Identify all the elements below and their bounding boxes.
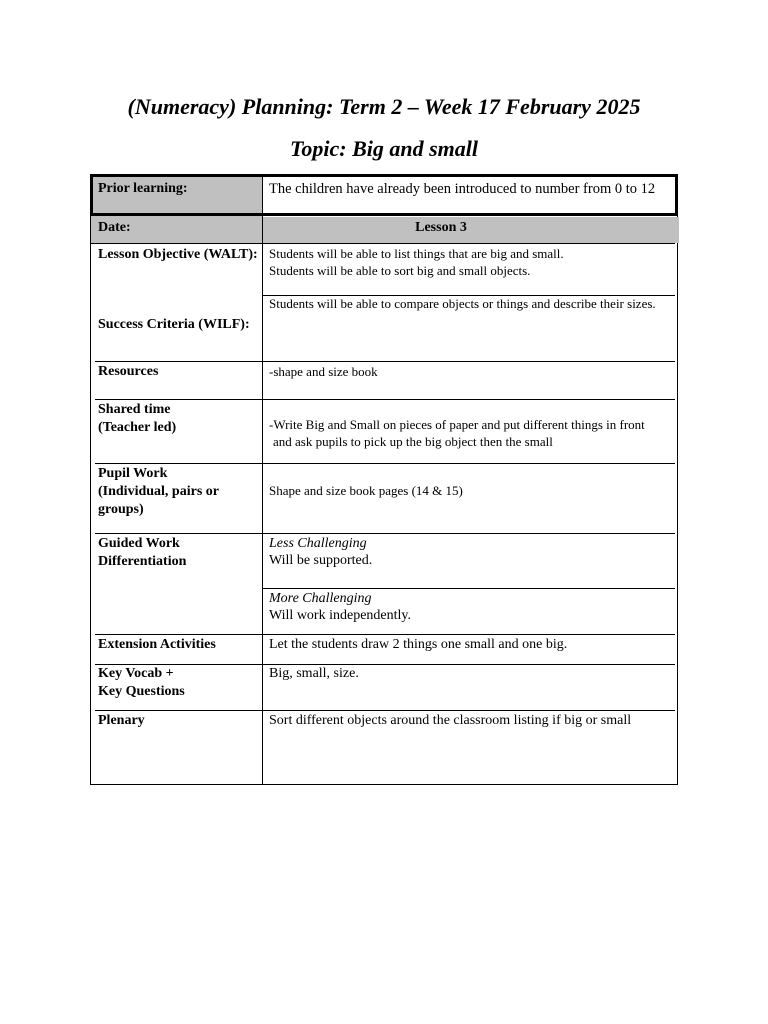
- row-divider: [95, 399, 675, 400]
- column-divider: [262, 175, 263, 784]
- page-title: (Numeracy) Planning: Term 2 – Week 17 February 2025: [127, 94, 641, 119]
- row-divider: [95, 533, 675, 534]
- planning-table: [90, 174, 678, 785]
- resources-value: -shape and size book: [269, 364, 378, 379]
- row-divider: [263, 588, 675, 589]
- key-vocab-label-1: Key Vocab +: [98, 666, 174, 681]
- date-label: Date:: [98, 220, 131, 235]
- key-vocab-value: Big, small, size.: [269, 666, 359, 681]
- shared-time-label-1: Shared time: [98, 402, 171, 417]
- row-divider: [95, 634, 675, 635]
- success-criteria-label: Success Criteria (WILF):: [98, 317, 250, 332]
- topic-heading: Topic: Big and small: [289, 136, 479, 161]
- more-challenging-value: Will work independently.: [269, 608, 411, 623]
- row-divider: [95, 463, 675, 464]
- lesson-objective-label: Lesson Objective (WALT):: [98, 247, 258, 262]
- objective-line-2: Students will be able to sort big and small objects.: [269, 263, 531, 278]
- pupil-work-value: Shape and size book pages (14 & 15): [269, 483, 463, 498]
- row-divider: [91, 243, 675, 244]
- plenary-label: Plenary: [98, 713, 145, 728]
- row-divider: [95, 710, 675, 711]
- pupil-work-label-2: (Individual, pairs or: [98, 484, 219, 499]
- less-challenging-heading: Less Challenging: [269, 536, 367, 551]
- plenary-value: Sort different objects around the classroom listing if big or small: [269, 713, 632, 728]
- more-challenging-heading: More Challenging: [269, 591, 372, 606]
- objective-line-1: Students will be able to list things that are big and small.: [269, 246, 564, 261]
- shared-time-label-2: (Teacher led): [98, 420, 177, 435]
- row-divider: [95, 361, 675, 362]
- key-vocab-label-2: Key Questions: [98, 684, 185, 699]
- extension-label: Extension Activities: [98, 637, 216, 652]
- pupil-work-label-1: Pupil Work: [98, 466, 168, 481]
- prior-learning-label: Prior learning:: [98, 181, 188, 196]
- resources-label: Resources: [98, 364, 159, 379]
- success-criteria-value: Students will be able to compare objects or things and describe their sizes.: [269, 296, 656, 311]
- guided-work-label-1: Guided Work: [98, 536, 180, 551]
- prior-learning-value: The children have already been introduced to number from 0 to 12: [269, 181, 656, 197]
- pupil-work-label-3: groups): [98, 502, 144, 517]
- less-challenging-value: Will be supported.: [269, 553, 373, 568]
- extension-value: Let the students draw 2 things one small and one big.: [269, 637, 568, 652]
- row-divider: [95, 664, 675, 665]
- shared-time-line-1: -Write Big and Small on pieces of paper and put different things in front: [269, 417, 645, 432]
- guided-work-label-2: Differentiation: [98, 554, 187, 569]
- lesson-number: Lesson 3: [415, 220, 467, 235]
- shared-time-line-2: and ask pupils to pick up the big object then the small: [273, 434, 553, 449]
